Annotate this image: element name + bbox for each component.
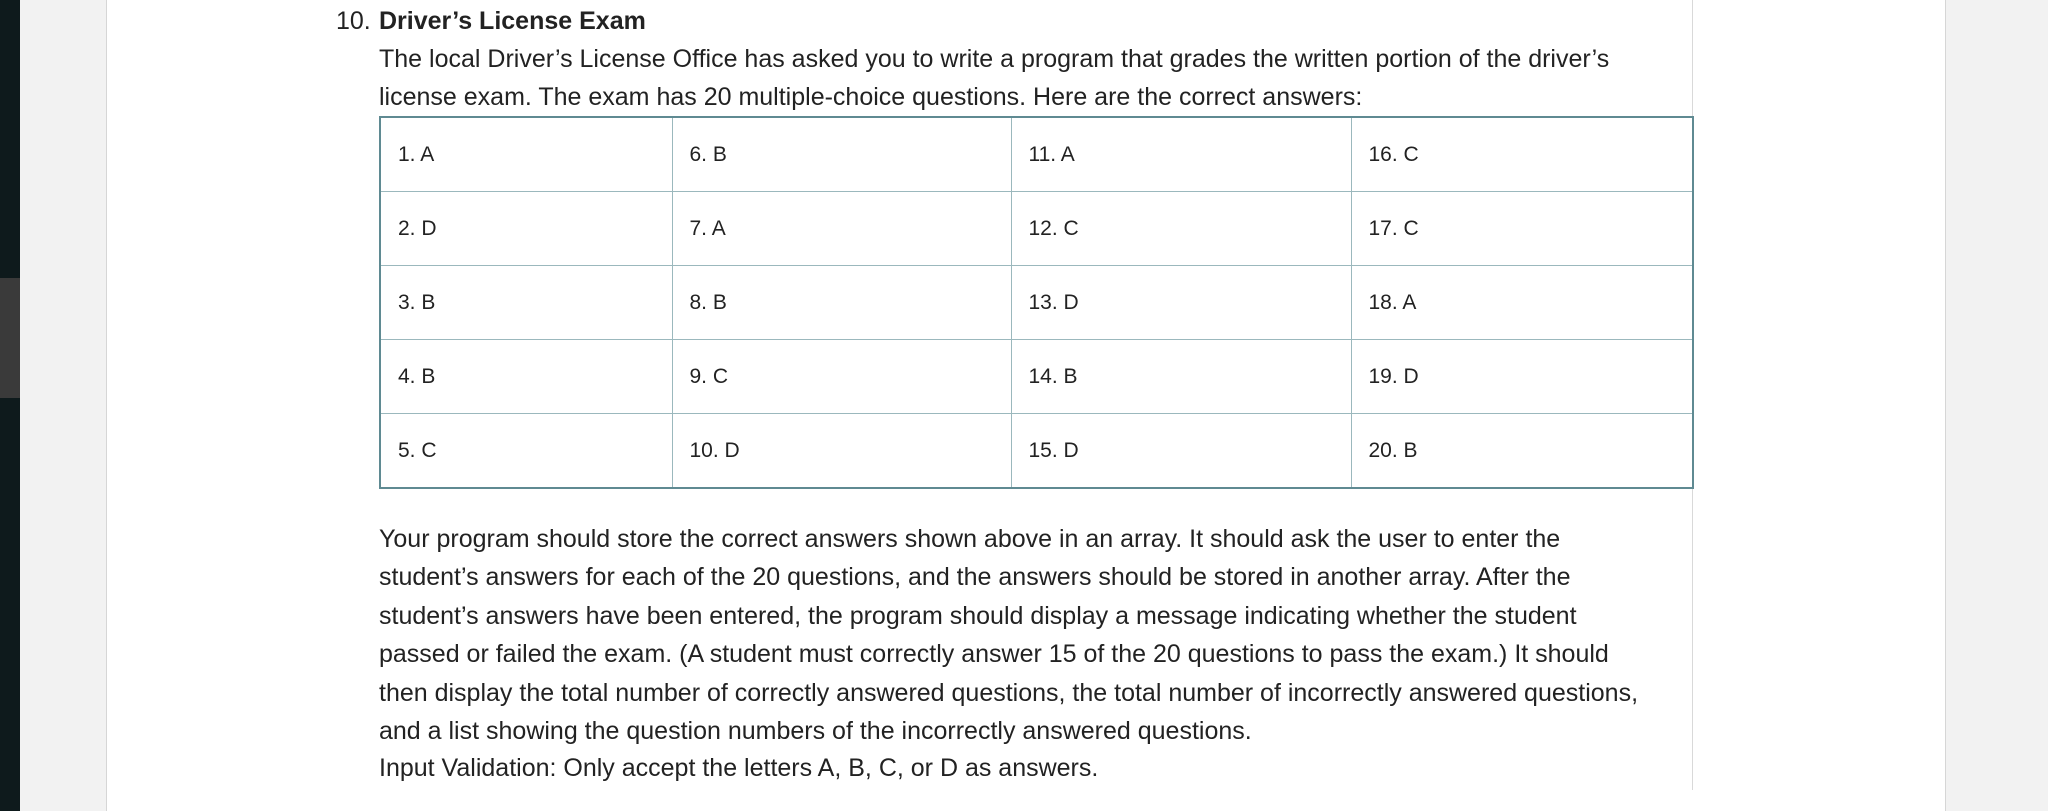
answer-cell: 4. B xyxy=(380,340,672,414)
intro-line: The local Driver’s License Office has asked you to write a program that grades the written portion of the driver’s xyxy=(379,45,1610,73)
input-validation-note: Input Validation: Only accept the letters A, B, C, or D as answers. xyxy=(379,754,1099,782)
body-line: Your program should store the correct answers shown above in an array. It should ask the user to enter the xyxy=(379,525,1561,553)
intro-paragraph xyxy=(379,40,1609,117)
answer-cell: 11. A xyxy=(1011,117,1351,192)
question-title: Driver’s License Exam xyxy=(379,7,646,35)
table-row xyxy=(380,266,1693,340)
table-row xyxy=(380,340,1693,414)
answer-cell: 19. D xyxy=(1351,340,1693,414)
answer-cell: 2. D xyxy=(380,192,672,266)
answer-cell: 3. B xyxy=(380,266,672,340)
question-number: 10. xyxy=(336,7,371,35)
answer-cell: 12. C xyxy=(1011,192,1351,266)
answer-cell: 16. C xyxy=(1351,117,1693,192)
table-row xyxy=(380,192,1693,266)
answer-key-table xyxy=(379,116,1694,489)
intro-line: license exam. The exam has 20 multiple-choice questions. Here are the correct answers: xyxy=(379,83,1363,112)
answer-cell: 5. C xyxy=(380,414,672,489)
answer-cell: 9. C xyxy=(672,340,1011,414)
answer-cell: 14. B xyxy=(1011,340,1351,414)
answer-cell: 1. A xyxy=(380,117,672,192)
answer-cell: 13. D xyxy=(1011,266,1351,340)
answer-cell: 10. D xyxy=(672,414,1011,489)
requirements-paragraph xyxy=(379,520,1638,750)
body-line: student’s answers for each of the 20 questions, and the answers should be stored in another array. After the xyxy=(379,563,1571,592)
table-row xyxy=(380,414,1693,489)
scroll-handle[interactable] xyxy=(0,278,20,398)
body-line: passed or failed the exam. (A student must correctly answer 15 of the 20 questions to pass the exam.) It should xyxy=(379,640,1609,669)
body-line: then display the total number of correctly answered questions, the total number of incorrectly answered questions, xyxy=(379,678,1639,707)
answer-cell: 6. B xyxy=(672,117,1011,192)
answer-cell: 18. A xyxy=(1351,266,1693,340)
answer-cell: 7. A xyxy=(672,192,1011,266)
table-row xyxy=(380,117,1693,192)
answer-cell: 20. B xyxy=(1351,414,1693,489)
answer-cell: 17. C xyxy=(1351,192,1693,266)
left-rail xyxy=(0,0,20,811)
answer-cell: 8. B xyxy=(672,266,1011,340)
body-line: student’s answers have been entered, the program should display a message indicating whether the student xyxy=(379,601,1577,630)
answer-cell: 15. D xyxy=(1011,414,1351,489)
body-line: and a list showing the question numbers of the incorrectly answered questions. xyxy=(379,717,1252,746)
